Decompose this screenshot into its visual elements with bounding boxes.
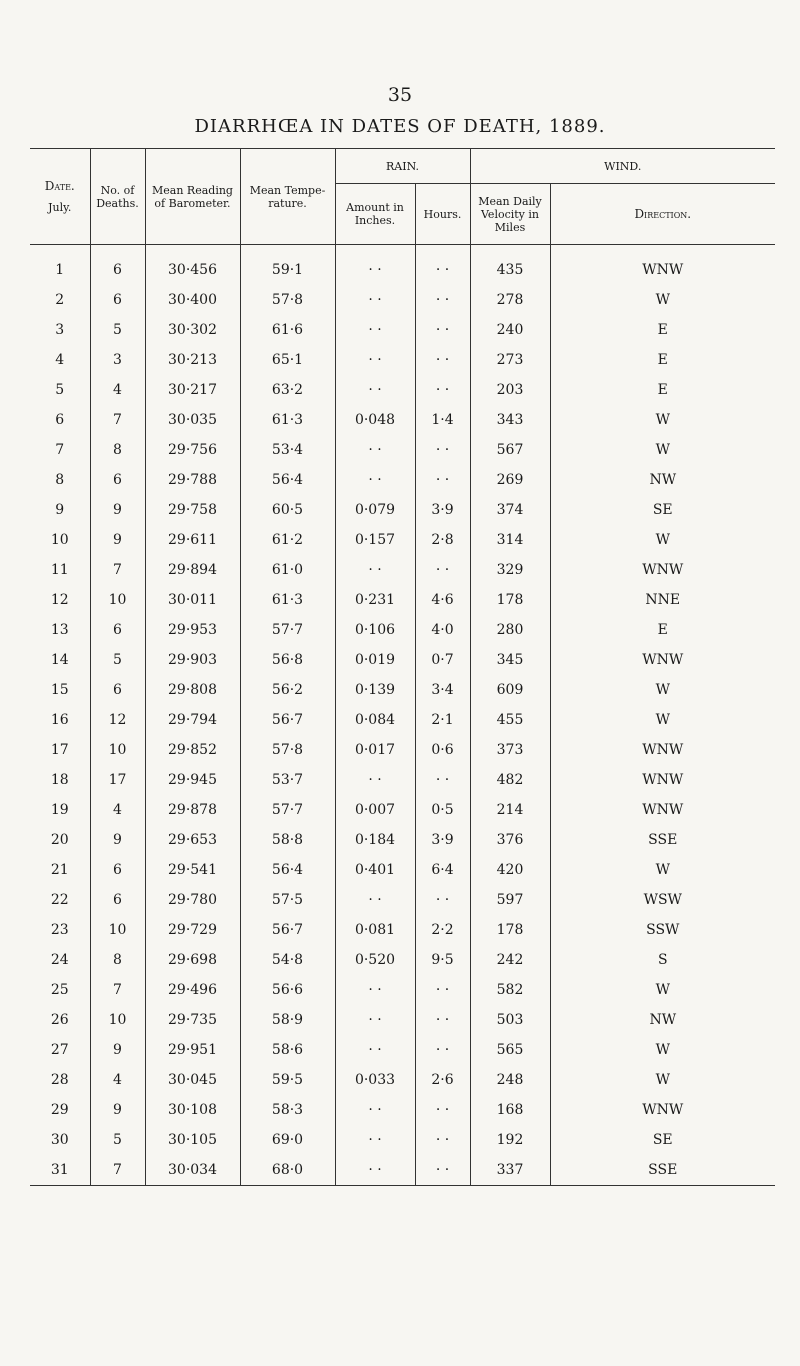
cell-barometer: 30·108 [145,1095,240,1125]
cell-temperature: 60·5 [240,495,335,525]
cell-temperature: 69·0 [240,1125,335,1155]
header-date: Date. July. [30,149,90,245]
cell-deaths: 6 [90,465,145,495]
cell-direction: E [657,382,668,398]
cell-hours: · · [415,975,470,1005]
cell-date: 11 [30,555,90,585]
cell-deaths: 7 [90,555,145,585]
table-row [30,375,775,405]
cell-date: 16 [30,705,90,735]
cell-hours: · · [415,555,470,585]
cell-date: 3 [30,315,90,345]
cell-date: 15 [30,675,90,705]
cell-direction: SSW [646,922,680,938]
cell-temperature: 61·3 [240,585,335,615]
cell-hours: · · [415,315,470,345]
cell-velocity: 203 [470,375,550,405]
header-rain: RAIN. [335,149,470,184]
cell-amount: · · [335,435,415,465]
cell-temperature: 56·7 [240,705,335,735]
cell-velocity: 482 [470,765,550,795]
cell-temperature: 59·5 [240,1065,335,1095]
cell-hours: 4·0 [415,615,470,645]
cell-amount: · · [335,345,415,375]
cell-deaths: 4 [90,375,145,405]
weather-deaths-table [30,148,775,1186]
cell-barometer: 30·105 [145,1125,240,1155]
header-temperature: Mean Tempe- rature. [240,149,335,245]
cell-hours: · · [415,1155,470,1186]
cell-deaths: 7 [90,975,145,1005]
table-row [30,885,775,915]
cell-barometer: 30·011 [145,585,240,615]
table-row [30,1035,775,1065]
cell-deaths: 6 [90,285,145,315]
cell-hours: · · [415,345,470,375]
cell-direction: W [655,712,670,728]
cell-hours: · · [415,285,470,315]
table-row [30,915,775,945]
cell-velocity: 337 [470,1155,550,1186]
cell-direction: SE [652,502,673,518]
cell-temperature: 58·3 [240,1095,335,1125]
cell-date: 2 [30,285,90,315]
cell-barometer: 29·541 [145,855,240,885]
cell-date: 10 [30,525,90,555]
cell-deaths: 6 [90,855,145,885]
cell-date: 17 [30,735,90,765]
cell-temperature: 57·7 [240,795,335,825]
cell-amount: · · [335,555,415,585]
table-row [30,1125,775,1155]
cell-barometer: 29·780 [145,885,240,915]
cell-amount: 0·081 [335,915,415,945]
table-row [30,855,775,885]
cell-hours: · · [415,435,470,465]
cell-velocity: 280 [470,615,550,645]
cell-velocity: 420 [470,855,550,885]
cell-amount: 0·401 [335,855,415,885]
table-row [30,645,775,675]
table-row [30,495,775,525]
cell-barometer: 29·653 [145,825,240,855]
cell-direction: W [655,292,670,308]
cell-temperature: 61·6 [240,315,335,345]
table-row [30,735,775,765]
cell-deaths: 9 [90,825,145,855]
cell-deaths: 12 [90,705,145,735]
cell-date: 25 [30,975,90,1005]
cell-velocity: 240 [470,315,550,345]
cell-velocity: 168 [470,1095,550,1125]
cell-direction: NW [649,472,677,488]
cell-barometer: 30·034 [145,1155,240,1186]
cell-temperature: 56·6 [240,975,335,1005]
table-row [30,405,775,435]
table-row [30,315,775,345]
cell-amount: · · [335,885,415,915]
cell-direction: WNW [642,1102,684,1118]
header-wind-direction: Direction. [550,184,775,245]
cell-hours: 2·8 [415,525,470,555]
cell-hours: · · [415,765,470,795]
cell-temperature: 57·7 [240,615,335,645]
cell-velocity: 278 [470,285,550,315]
cell-amount: · · [335,975,415,1005]
cell-direction: W [655,442,670,458]
cell-amount: · · [335,285,415,315]
table-row [30,1095,775,1125]
cell-deaths: 4 [90,795,145,825]
cell-velocity: 435 [470,245,550,286]
cell-amount: 0·048 [335,405,415,435]
cell-hours: 3·9 [415,825,470,855]
cell-hours: 0·5 [415,795,470,825]
page-number: 35 [387,84,413,106]
table-row [30,1005,775,1035]
cell-barometer: 29·852 [145,735,240,765]
cell-temperature: 57·5 [240,885,335,915]
cell-hours: · · [415,465,470,495]
table-row [30,945,775,975]
table-row [30,1155,775,1186]
cell-amount: 0·106 [335,615,415,645]
cell-velocity: 597 [470,885,550,915]
cell-deaths: 7 [90,1155,145,1186]
table-row [30,795,775,825]
cell-date: 24 [30,945,90,975]
cell-date: 22 [30,885,90,915]
table-row [30,615,775,645]
cell-date: 6 [30,405,90,435]
cell-hours: 1·4 [415,405,470,435]
cell-date: 9 [30,495,90,525]
cell-deaths: 9 [90,525,145,555]
cell-temperature: 53·7 [240,765,335,795]
cell-hours: 0·6 [415,735,470,765]
cell-amount: 0·017 [335,735,415,765]
cell-direction: W [655,412,670,428]
cell-hours: 3·9 [415,495,470,525]
cell-date: 8 [30,465,90,495]
cell-hours: · · [415,375,470,405]
cell-direction: SSE [550,1155,775,1186]
cell-deaths: 7 [90,405,145,435]
cell-temperature: 61·3 [240,405,335,435]
table-row [30,675,775,705]
cell-deaths: 10 [90,915,145,945]
cell-date: 30 [30,1125,90,1155]
cell-temperature: 61·0 [240,555,335,585]
table-row [30,465,775,495]
cell-date: 27 [30,1035,90,1065]
header-barometer: Mean Reading of Barometer. [145,149,240,245]
page-title: DIARRHŒA IN DATES OF DEATH, 1889. [194,116,606,137]
cell-date: 28 [30,1065,90,1095]
cell-direction: W [655,682,670,698]
cell-direction: WNW [642,742,684,758]
cell-deaths: 6 [90,615,145,645]
cell-velocity: 455 [470,705,550,735]
cell-direction: E [657,322,668,338]
cell-barometer: 29·953 [145,615,240,645]
cell-temperature: 54·8 [240,945,335,975]
cell-velocity: 248 [470,1065,550,1095]
cell-velocity: 582 [470,975,550,1005]
table-row [30,825,775,855]
cell-deaths: 5 [90,1125,145,1155]
cell-temperature: 56·7 [240,915,335,945]
cell-velocity: 178 [470,915,550,945]
cell-direction: W [655,982,670,998]
cell-date: 4 [30,345,90,375]
cell-deaths: 6 [90,245,145,286]
header-deaths: No. of Deaths. [90,149,145,245]
table-row [30,705,775,735]
cell-deaths: 6 [90,675,145,705]
cell-amount: 0·231 [335,585,415,615]
cell-amount: · · [335,765,415,795]
cell-velocity: 178 [470,585,550,615]
cell-velocity: 269 [470,465,550,495]
cell-amount: · · [335,465,415,495]
table-row [30,765,775,795]
cell-direction: NNE [645,592,681,608]
cell-amount: 0·033 [335,1065,415,1095]
table-row [30,585,775,615]
cell-deaths: 10 [90,585,145,615]
cell-hours: 3·4 [415,675,470,705]
cell-date: 23 [30,915,90,945]
cell-amount: 0·520 [335,945,415,975]
cell-barometer: 29·894 [145,555,240,585]
cell-direction: E [657,622,668,638]
cell-amount: 0·157 [335,525,415,555]
cell-amount: · · [335,315,415,345]
cell-barometer: 30·213 [145,345,240,375]
cell-amount: · · [335,1005,415,1035]
cell-velocity: 567 [470,435,550,465]
cell-barometer: 29·951 [145,1035,240,1065]
cell-date: 12 [30,585,90,615]
cell-velocity: 192 [470,1125,550,1155]
cell-hours: 4·6 [415,585,470,615]
table-body [30,245,775,1186]
cell-barometer: 30·456 [145,245,240,286]
cell-date: 7 [30,435,90,465]
cell-temperature: 58·9 [240,1005,335,1035]
cell-velocity: 373 [470,735,550,765]
cell-temperature: 68·0 [240,1155,335,1186]
table-row [30,285,775,315]
cell-velocity: 314 [470,525,550,555]
cell-barometer: 29·945 [145,765,240,795]
cell-direction: NW [649,1012,677,1028]
cell-deaths: 9 [90,1035,145,1065]
cell-velocity: 565 [470,1035,550,1065]
cell-temperature: 61·2 [240,525,335,555]
cell-amount: 0·079 [335,495,415,525]
cell-velocity: 376 [470,825,550,855]
cell-amount: 0·007 [335,795,415,825]
cell-deaths: 17 [90,765,145,795]
header-wind: WIND. [470,149,775,184]
cell-direction: E [657,352,668,368]
cell-deaths: 8 [90,945,145,975]
cell-barometer: 29·758 [145,495,240,525]
cell-date: 31 [30,1155,90,1186]
cell-date: 19 [30,795,90,825]
cell-direction: S [657,952,668,968]
header-wind-velocity: Mean Daily Velocity in Miles [470,184,550,245]
table-row [30,555,775,585]
cell-temperature: 58·8 [240,825,335,855]
cell-velocity: 343 [470,405,550,435]
table-row [30,345,775,375]
cell-velocity: 503 [470,1005,550,1035]
cell-velocity: 273 [470,345,550,375]
cell-direction: W [655,1072,670,1088]
cell-barometer: 29·808 [145,675,240,705]
cell-temperature: 57·8 [240,285,335,315]
cell-amount: · · [335,245,415,286]
cell-barometer: 29·903 [145,645,240,675]
cell-date: 13 [30,615,90,645]
cell-direction: WSW [643,892,682,908]
cell-temperature: 56·8 [240,645,335,675]
cell-barometer: 30·035 [145,405,240,435]
cell-hours: 6·4 [415,855,470,885]
cell-date: 21 [30,855,90,885]
cell-amount: 0·019 [335,645,415,675]
cell-deaths: 10 [90,1005,145,1035]
cell-direction: SSE [648,832,678,848]
table-row [30,1065,775,1095]
cell-temperature: 57·8 [240,735,335,765]
cell-date: 5 [30,375,90,405]
cell-hours: · · [415,1005,470,1035]
table-row [30,435,775,465]
cell-direction: SE [652,1132,673,1148]
cell-amount: · · [335,1155,415,1186]
cell-barometer: 30·400 [145,285,240,315]
cell-barometer: 29·788 [145,465,240,495]
cell-velocity: 214 [470,795,550,825]
cell-temperature: 63·2 [240,375,335,405]
cell-deaths: 9 [90,1095,145,1125]
cell-direction: WNW [642,802,684,818]
cell-barometer: 30·302 [145,315,240,345]
cell-direction: W [655,862,670,878]
cell-date: 18 [30,765,90,795]
cell-temperature: 59·1 [240,245,335,286]
cell-amount: · · [335,1125,415,1155]
cell-direction: W [655,1042,670,1058]
cell-barometer: 30·045 [145,1065,240,1095]
cell-date: 14 [30,645,90,675]
cell-hours: · · [415,1035,470,1065]
cell-deaths: 8 [90,435,145,465]
cell-barometer: 29·496 [145,975,240,1005]
cell-temperature: 56·4 [240,855,335,885]
cell-barometer: 29·878 [145,795,240,825]
cell-amount: · · [335,375,415,405]
cell-date: 29 [30,1095,90,1125]
cell-hours: 2·6 [415,1065,470,1095]
header-rain-hours: Hours. [415,184,470,245]
cell-velocity: 374 [470,495,550,525]
cell-amount: 0·184 [335,825,415,855]
cell-barometer: 29·698 [145,945,240,975]
cell-amount: · · [335,1095,415,1125]
cell-date: 26 [30,1005,90,1035]
cell-barometer: 29·729 [145,915,240,945]
table-row [30,245,775,286]
cell-barometer: 30·217 [145,375,240,405]
table-row [30,975,775,1005]
cell-barometer: 29·611 [145,525,240,555]
cell-temperature: 58·6 [240,1035,335,1065]
cell-deaths: 4 [90,1065,145,1095]
cell-hours: 2·1 [415,705,470,735]
table-row [30,525,775,555]
cell-hours: · · [415,1125,470,1155]
cell-date: 1 [30,245,90,286]
cell-direction: WNW [642,652,684,668]
cell-temperature: 53·4 [240,435,335,465]
cell-velocity: 609 [470,675,550,705]
cell-direction: W [655,532,670,548]
cell-temperature: 56·2 [240,675,335,705]
cell-direction: WNW [642,772,684,788]
cell-amount: · · [335,1035,415,1065]
cell-hours: 9·5 [415,945,470,975]
cell-date: 20 [30,825,90,855]
cell-deaths: 10 [90,735,145,765]
cell-deaths: 5 [90,645,145,675]
cell-barometer: 29·794 [145,705,240,735]
cell-deaths: 6 [90,885,145,915]
cell-hours: · · [415,245,470,286]
header-rain-amount: Amount in Inches. [335,184,415,245]
cell-deaths: 3 [90,345,145,375]
cell-deaths: 9 [90,495,145,525]
cell-temperature: 56·4 [240,465,335,495]
cell-deaths: 5 [90,315,145,345]
cell-direction: WNW [642,262,684,278]
cell-direction: WNW [642,562,684,578]
cell-temperature: 65·1 [240,345,335,375]
cell-hours: · · [415,885,470,915]
cell-barometer: 29·735 [145,1005,240,1035]
cell-barometer: 29·756 [145,435,240,465]
cell-velocity: 329 [470,555,550,585]
cell-amount: 0·139 [335,675,415,705]
cell-amount: 0·084 [335,705,415,735]
cell-hours: 2·2 [415,915,470,945]
cell-velocity: 242 [470,945,550,975]
cell-hours: · · [415,1095,470,1125]
cell-hours: 0·7 [415,645,470,675]
cell-velocity: 345 [470,645,550,675]
